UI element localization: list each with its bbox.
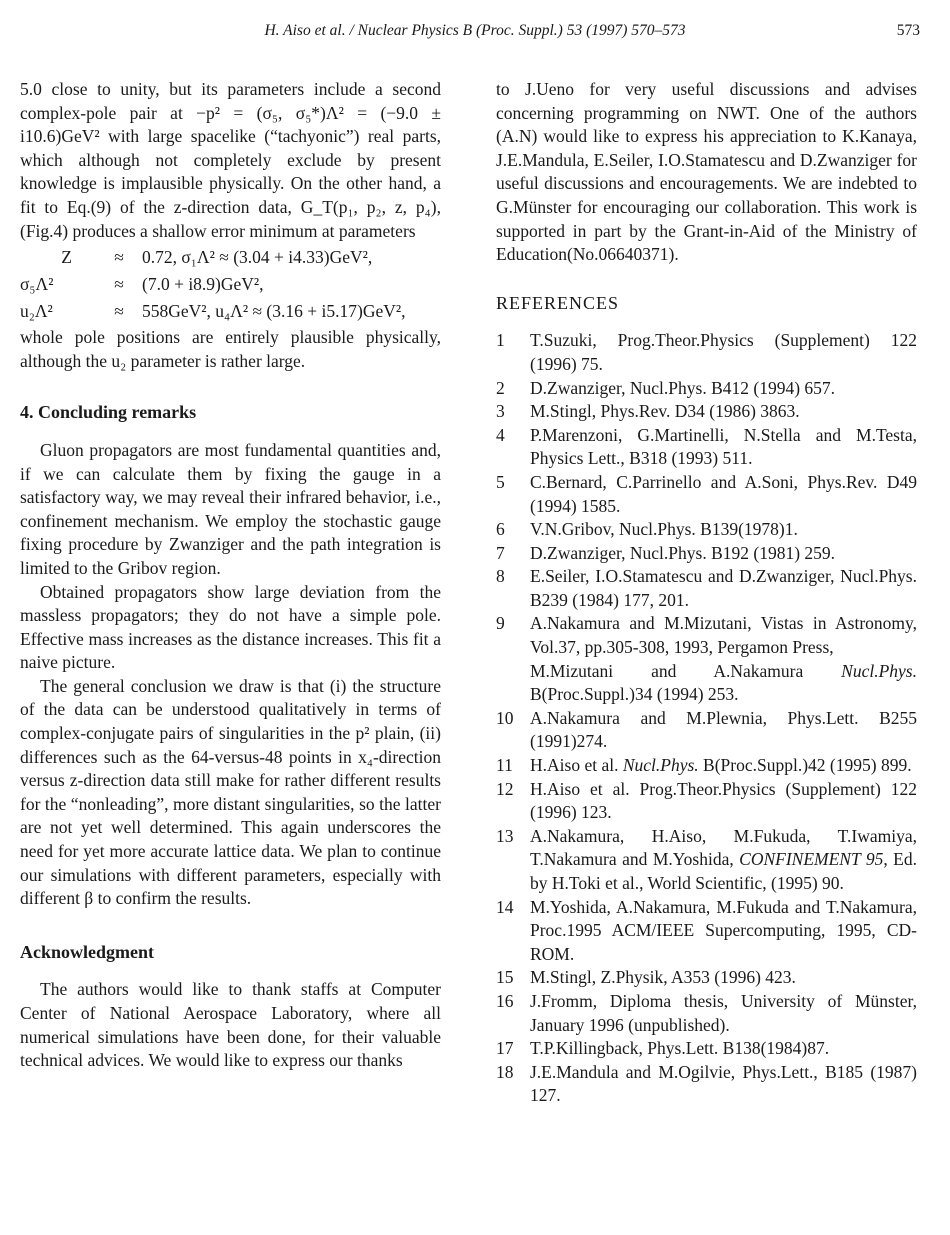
paragraph-general-conclusion: The general conclusion we draw is that (i) the structure of the data can be understood qualitatively in terms of complex-conjugate pairs of singularities in the p² plain, (ii) differences such as the 64-versus-48 points in x₄-direction versus z-direction data still make for rather different results for the “nonleading”, more distant singularities, so the latter are not yet well determined. This again underscores the need for yet more accurate lattice data. We plan to continue our simulations with different parameters, especially with different β to confirm the results. — [20, 675, 441, 909]
reference-item — [496, 329, 917, 376]
reference-number: 4 — [496, 424, 505, 445]
paragraph-gluon-propagators: Gluon propagators are most fundamental quantities and, if we can calculate them by fixing the gauge in a satisfactory way, we may reveal their infrared behavior, i.e., confinement mechanism. We employ the stochastic gauge fixing procedure by Zwanziger and the path integration is limited to the Gribov region. — [20, 439, 441, 578]
equation-lhs: σ₅Λ² — [20, 274, 54, 295]
reference-item — [496, 612, 917, 706]
equation-relation: ≈ — [114, 274, 124, 295]
reference-item — [496, 518, 917, 542]
reference-text: H.Aiso et al. Prog.Theor.Physics (Supplement) 122 (1996) 123. — [530, 778, 917, 823]
reference-number: 15 — [496, 967, 514, 988]
equation-line — [20, 272, 441, 297]
reference-item — [496, 1037, 917, 1061]
reference-number: 11 — [496, 755, 513, 776]
equation-lhs: Z — [61, 247, 72, 268]
reference-text: T.Suzuki, Prog.Theor.Physics (Supplement) 122 (1996) 75. — [530, 330, 917, 374]
reference-number: 14 — [496, 896, 514, 917]
reference-text: M.Stingl, Phys.Rev. D34 (1986) 3863. — [530, 401, 800, 422]
reference-text — [530, 612, 917, 706]
reference-item — [496, 825, 917, 896]
reference-text — [530, 754, 917, 778]
equation-line — [20, 245, 441, 270]
left-column — [20, 78, 441, 1073]
reference-text: M.Stingl, Z.Physik, A353 (1996) 423. — [530, 967, 796, 988]
reference-number: 6 — [496, 519, 505, 540]
reference-text: D.Zwanziger, Nucl.Phys. B192 (1981) 259. — [530, 542, 836, 563]
running-title: H. Aiso et al. / Nuclear Physics B (Proc. Suppl.) 53 (1997) 570–573 — [264, 22, 686, 39]
reference-text-part: A.Nakamura and M.Mizutani, Vistas in Astronomy, Vol.37, pp.305-308, 1993, Pergamon Press, — [530, 613, 917, 658]
reference-number: 1 — [496, 330, 505, 351]
right-column — [496, 78, 917, 1108]
reference-item — [496, 377, 917, 401]
journal-name: Nucl.Phys. — [841, 660, 917, 681]
page-number: 573 — [896, 22, 920, 39]
reference-item — [496, 565, 917, 612]
reference-text — [530, 825, 917, 896]
reference-text: A.Nakamura and M.Plewnia, Phys.Lett. B255 (1991)274. — [530, 707, 917, 752]
reference-item — [496, 542, 917, 566]
reference-item — [496, 966, 917, 990]
equation-block — [20, 245, 441, 324]
reference-number: 2 — [496, 377, 505, 398]
equation-line — [20, 299, 441, 324]
reference-item — [496, 754, 917, 778]
reference-number: 12 — [496, 778, 514, 799]
reference-text-part: H.Aiso et al. — [530, 755, 623, 776]
paragraph-fit-results: 5.0 close to unity, but its parameters include a second complex-pole pair at −p² = (σ₅, σ₅*)Λ² = (−9.0 ± i10.6)GeV² with large spacelike (“tachyonic”) real parts, which although not completely exclude by present knowledge is implausible physically. On the other hand, a fit to Eq.(9) of the z-direction data, G_T(p₁, p₂, z, p₄), (Fig.4) produces a shallow error minimum at parameters — [20, 79, 441, 241]
paragraph-acknowledgment: The authors would like to thank staffs at Computer Center of National Aerospace Laboratory, where all numerical simulations have been done, for their valuable technical advices. We would like to express our thanks — [20, 979, 441, 1071]
reference-text: V.N.Gribov, Nucl.Phys. B139(1978)1. — [530, 519, 798, 540]
reference-text-part: A.Nakamura, H.Aiso, M.Fukuda, T.Iwamiya, T.Nakamura and M.Yoshida, — [530, 825, 917, 870]
paragraph-acknowledgment-continued: to J.Ueno for very useful discussions and advises concerning programming on NWT. One of the authors (A.N) would like to express his appreciation to K.Kanaya, J.E.Mandula, E.Seiler, I.O.Stamatescu and D.Zwanziger for useful discussions and encouragements. We are indebted to G.Münster for encouraging our collaboration. This work is supported in part by the Grant-in-Aid of the Ministry of Education(No.06640371). — [496, 79, 917, 265]
equation-lhs: u₂Λ² — [20, 301, 53, 322]
paragraph-obtained-propagators: Obtained propagators show large deviation from the massless propagators; they do not have a simple pole. Effective mass increases as the distance increases. This fit a naive picture. — [20, 581, 441, 673]
reference-text-part: , Ed. by H.Toki et al., World Scientific, (1995) 90. — [530, 849, 917, 893]
reference-text: J.E.Mandula and M.Ogilvie, Phys.Lett., B185 (1987) 127. — [530, 1061, 917, 1106]
journal-name: Nucl.Phys. — [622, 755, 699, 776]
reference-item — [496, 896, 917, 967]
reference-item — [496, 707, 917, 754]
reference-item — [496, 471, 917, 518]
equation-rhs: 0.72, σ₁Λ² ≈ (3.04 + i4.33)GeV², — [142, 247, 373, 268]
section-heading-concluding-remarks: 4. Concluding remarks — [20, 402, 197, 423]
reference-item — [496, 1061, 917, 1108]
reference-text: J.Fromm, Diploma thesis, University of Münster, January 1996 (unpublished). — [530, 990, 917, 1035]
reference-number: 18 — [496, 1061, 514, 1082]
reference-number: 10 — [496, 707, 514, 728]
reference-text: M.Yoshida, A.Nakamura, M.Fukuda and T.Nakamura, Proc.1995 ACM/IEEE Supercomputing, 1995, CD-ROM. — [530, 896, 917, 964]
reference-text-part: B(Proc.Suppl.)34 (1994) 253. — [530, 684, 739, 705]
running-header — [0, 22, 950, 48]
reference-item — [496, 990, 917, 1037]
reference-item — [496, 778, 917, 825]
equation-rhs: (7.0 + i8.9)GeV², — [142, 274, 264, 295]
reference-text: E.Seiler, I.O.Stamatescu and D.Zwanziger, Nucl.Phys. B239 (1984) 177, 201. — [530, 566, 917, 610]
reference-number: 7 — [496, 542, 505, 563]
equation-relation: ≈ — [114, 247, 124, 268]
reference-number: 17 — [496, 1038, 514, 1059]
reference-text-part: M.Mizutani and A.Nakamura — [530, 660, 842, 681]
reference-number: 16 — [496, 990, 514, 1011]
reference-number: 3 — [496, 401, 505, 422]
reference-text-part: B(Proc.Suppl.)42 (1995) 899. — [698, 755, 912, 776]
reference-list — [496, 329, 917, 1108]
paragraph-pole-positions: whole pole positions are entirely plausible physically, although the u₂ parameter is rather large. — [20, 327, 441, 371]
reference-number: 8 — [496, 566, 505, 587]
reference-text: D.Zwanziger, Nucl.Phys. B412 (1994) 657. — [530, 377, 836, 398]
reference-item — [496, 424, 917, 471]
reference-text: C.Bernard, C.Parrinello and A.Soni, Phys.Rev. D49 (1994) 1585. — [530, 471, 917, 516]
references-heading: REFERENCES — [496, 292, 620, 313]
reference-text: T.P.Killingback, Phys.Lett. B138(1984)87. — [530, 1038, 830, 1059]
reference-number: 13 — [496, 825, 514, 846]
reference-number: 9 — [496, 613, 505, 634]
equation-relation: ≈ — [114, 301, 124, 322]
reference-text: P.Marenzoni, G.Martinelli, N.Stella and M.Testa, Physics Lett., B318 (1993) 511. — [530, 424, 917, 469]
reference-number: 5 — [496, 471, 505, 492]
section-heading-acknowledgment: Acknowledgment — [20, 941, 154, 962]
reference-continuation — [530, 660, 917, 707]
equation-rhs: 558GeV², u₄Λ² ≈ (3.16 + i5.17)GeV², — [142, 301, 406, 322]
reference-item — [496, 400, 917, 424]
proceedings-title: CONFINEMENT 95 — [739, 849, 884, 870]
